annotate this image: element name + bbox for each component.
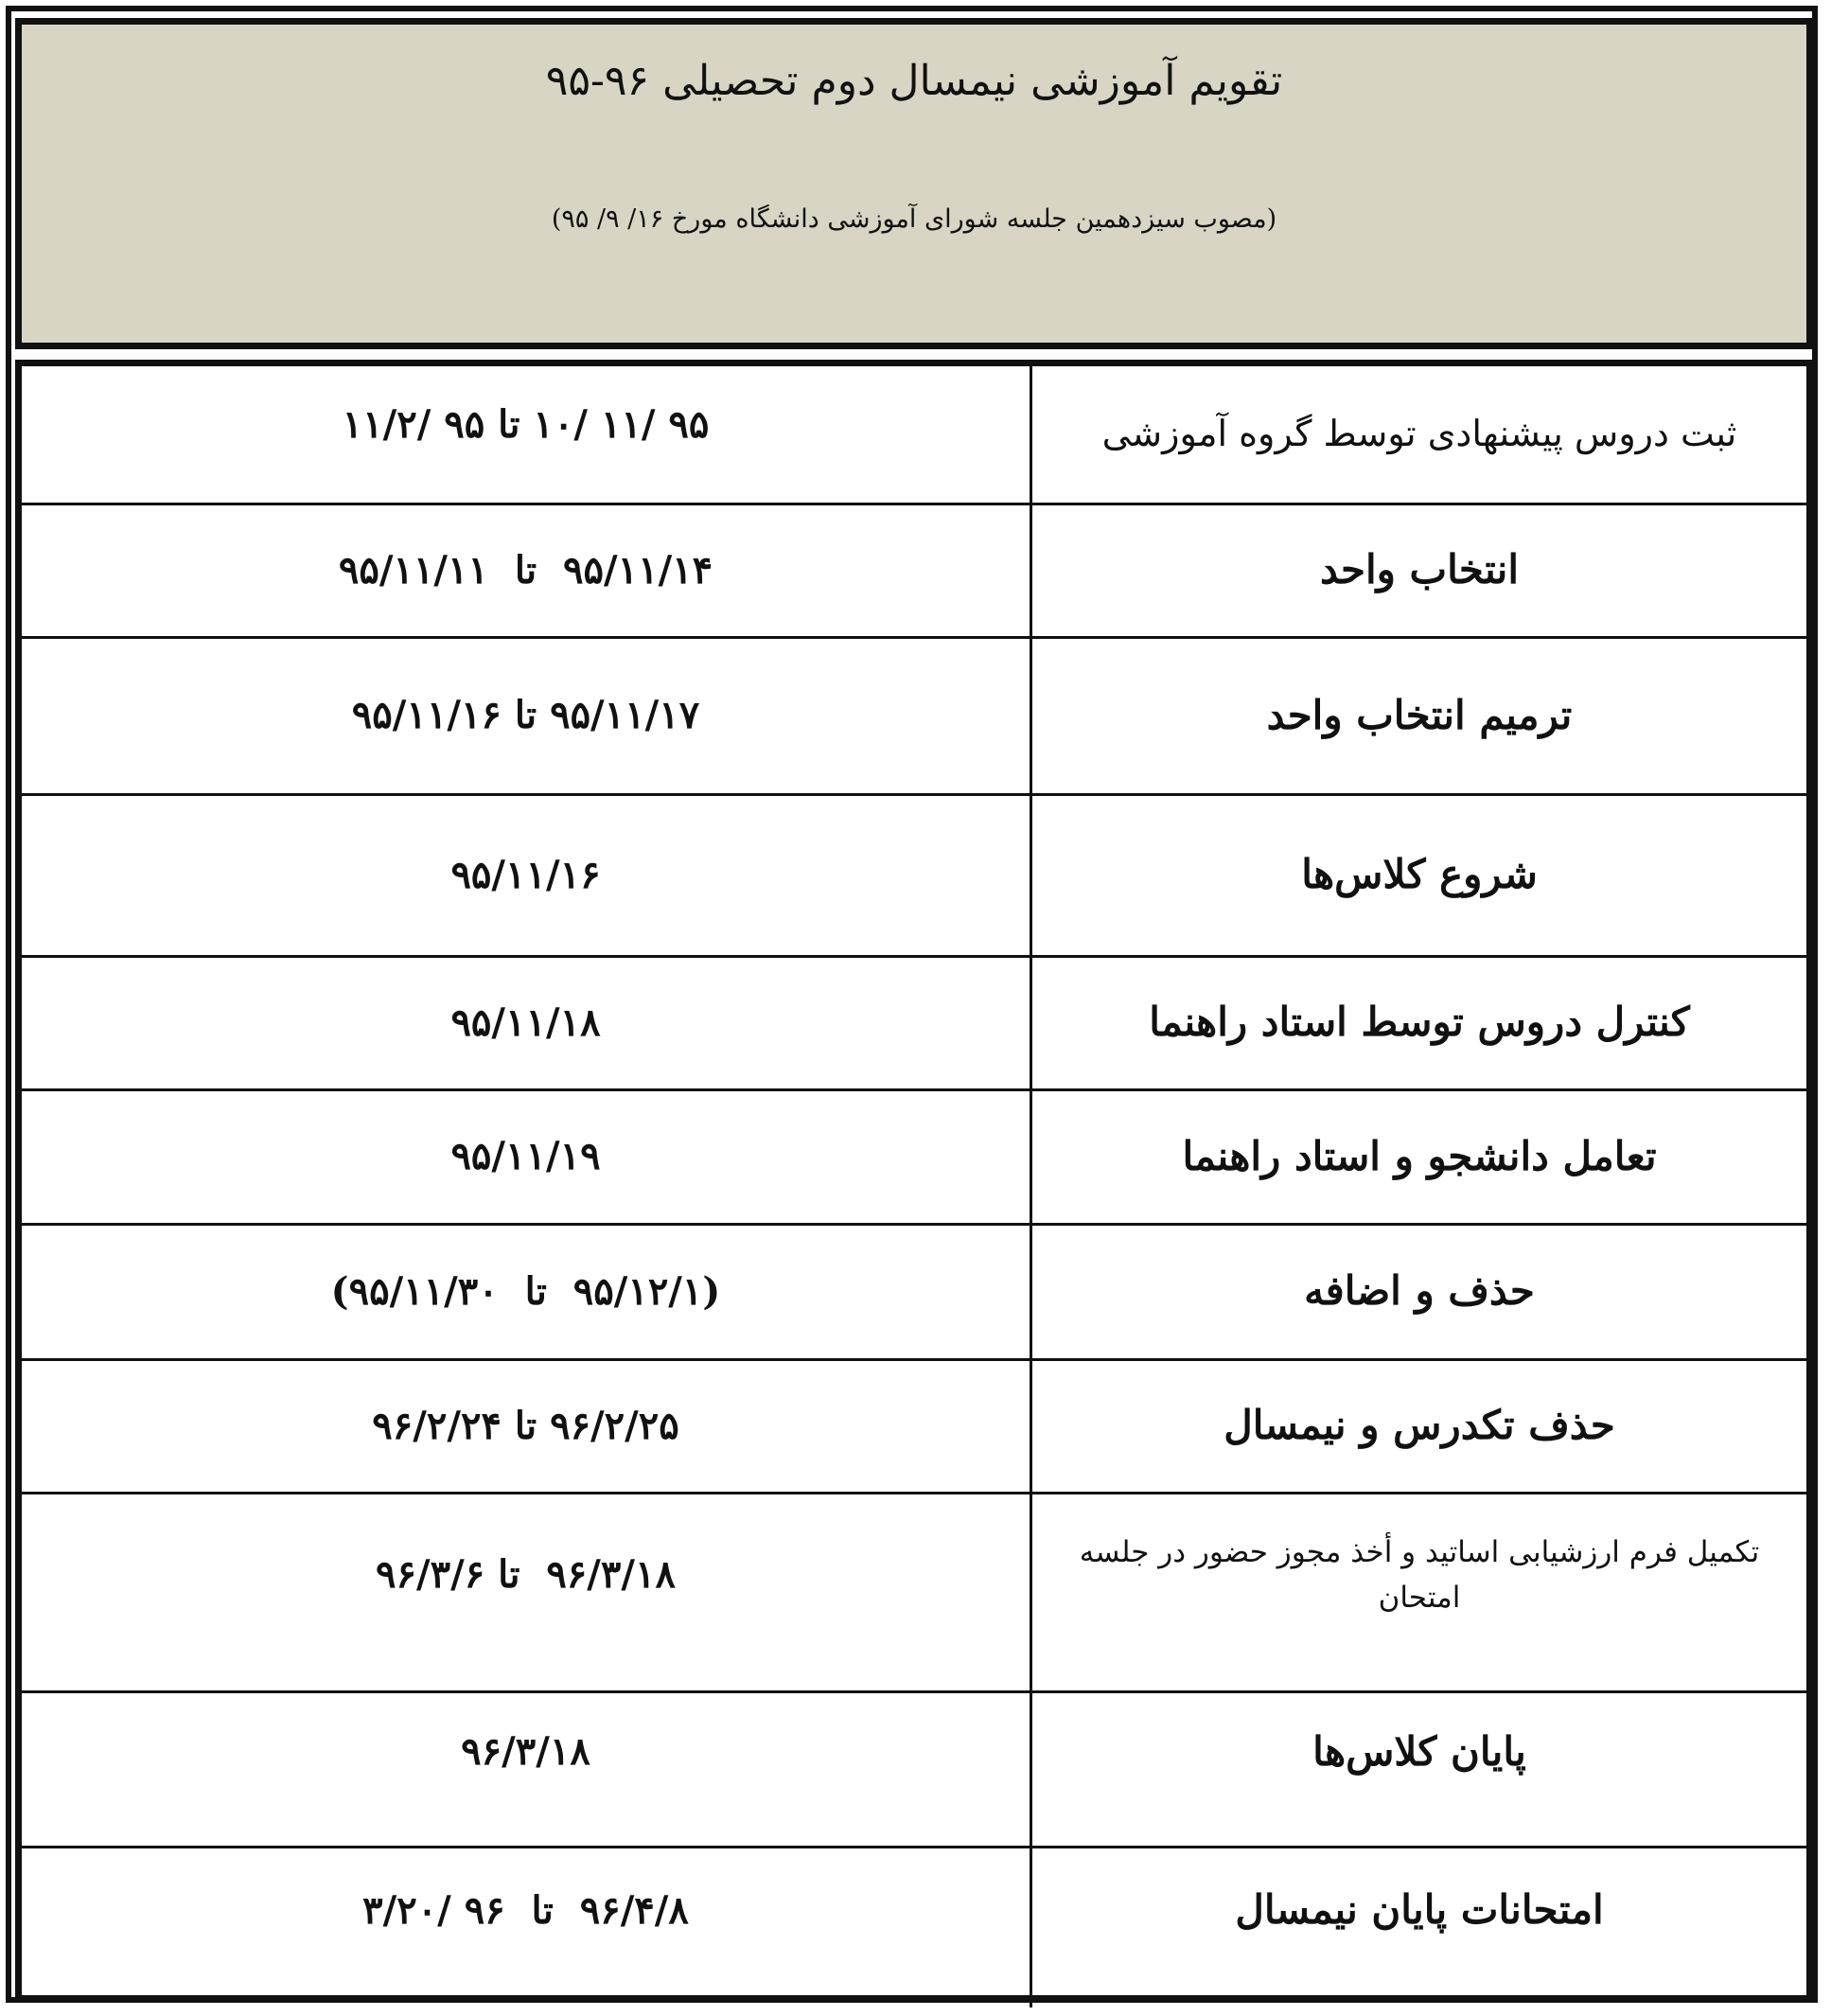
- event-label: تکمیل فرم ارزشیابی اساتید و أخذ مجوز حضور در جلسه امتحان: [1079, 1534, 1760, 1615]
- date-cell: [22, 366, 1031, 504]
- event-label: انتخاب واحد: [1319, 546, 1520, 593]
- date-range: ۹۵ /۱۱ /۱۰ تا ۹۵ /۱۱/۲: [342, 401, 710, 447]
- event-cell: [1031, 637, 1807, 794]
- event-cell: [1031, 1359, 1807, 1493]
- date-range: ۹۶/۳/۱۸ تا ۹۶/۳/۶: [376, 1552, 676, 1597]
- event-label: تعامل دانشجو و استاد راهنما: [1182, 1132, 1657, 1179]
- table-row: [22, 1847, 1806, 2007]
- table-row: [22, 1224, 1806, 1359]
- date-cell: [22, 1691, 1031, 1847]
- event-label: حذف و اضافه: [1304, 1267, 1535, 1315]
- table-row: [22, 794, 1806, 956]
- table-row: [22, 956, 1806, 1089]
- table-row: [22, 1493, 1806, 1691]
- event-cell: [1031, 366, 1807, 504]
- approval-note: (مصوب سیزدهمین جلسه شورای آموزشی دانشگاه مورخ ۱۶/ ۹/ ۹۵): [551, 204, 1277, 234]
- date-range: ۹۶/۲/۲۵ تا ۹۶/۲/۲۴: [372, 1403, 679, 1448]
- table-row: [22, 637, 1806, 794]
- academic-calendar-table: [22, 366, 1806, 2007]
- event-label: حذف تکدرس و نیمسال: [1224, 1402, 1615, 1449]
- table-row: [22, 366, 1806, 504]
- event-label: شروع کلاس‌ها: [1301, 851, 1538, 898]
- date-cell: [22, 504, 1031, 637]
- header-panel: [15, 18, 1813, 349]
- date-cell: [22, 637, 1031, 794]
- date-cell: [22, 1224, 1031, 1359]
- table-row: [22, 1691, 1806, 1847]
- event-label: ثبت دروس پیشنهادی توسط گروه آموزشی: [1101, 413, 1737, 455]
- event-label: پایان کلاس‌ها: [1312, 1727, 1526, 1775]
- table-row: [22, 1359, 1806, 1493]
- event-cell: [1031, 956, 1807, 1089]
- date-cell: [22, 794, 1031, 956]
- date-cell: [22, 1089, 1031, 1224]
- date-value: ۹۶/۳/۱۸: [461, 1729, 590, 1774]
- date-cell: [22, 1359, 1031, 1493]
- page-title: تقویم آموزشی نیمسال دوم تحصیلی ۹۶-۹۵: [545, 57, 1283, 105]
- event-cell: [1031, 1691, 1807, 1847]
- date-range: ۹۶/۴/۸ تا ۹۶ /۳/۲۰: [362, 1887, 689, 1933]
- event-label: کنترل دروس توسط استاد راهنما: [1149, 999, 1690, 1046]
- date-cell: [22, 1847, 1031, 2007]
- event-cell: [1031, 794, 1807, 956]
- event-cell: [1031, 1493, 1807, 1691]
- table-row: [22, 1089, 1806, 1224]
- date-value: ۹۵/۱۱/۱۹: [450, 1134, 601, 1178]
- schedule-table-frame: [15, 360, 1813, 2002]
- event-cell: [1031, 504, 1807, 637]
- event-label: ترمیم انتخاب واحد: [1266, 691, 1573, 738]
- table-row: [22, 504, 1806, 637]
- date-cell: [22, 1493, 1031, 1691]
- event-cell: [1031, 1224, 1807, 1359]
- event-cell: [1031, 1847, 1807, 2007]
- date-cell: [22, 956, 1031, 1089]
- date-range: (۹۵/۱۲/۱ تا ۹۵/۱۱/۳۰): [330, 1268, 721, 1314]
- event-cell: [1031, 1089, 1807, 1224]
- event-label: امتحانات پایان نیمسال: [1235, 1886, 1604, 1934]
- date-value: ۹۵/۱۱/۱۸: [450, 999, 601, 1045]
- date-range: ۹۵/۱۱/۱۴ تا ۹۵/۱۱/۱۱: [338, 547, 713, 592]
- date-range: ۹۵/۱۱/۱۷ تا ۹۵/۱۱/۱۶: [351, 693, 700, 737]
- date-value: ۹۵/۱۱/۱۶: [450, 852, 601, 897]
